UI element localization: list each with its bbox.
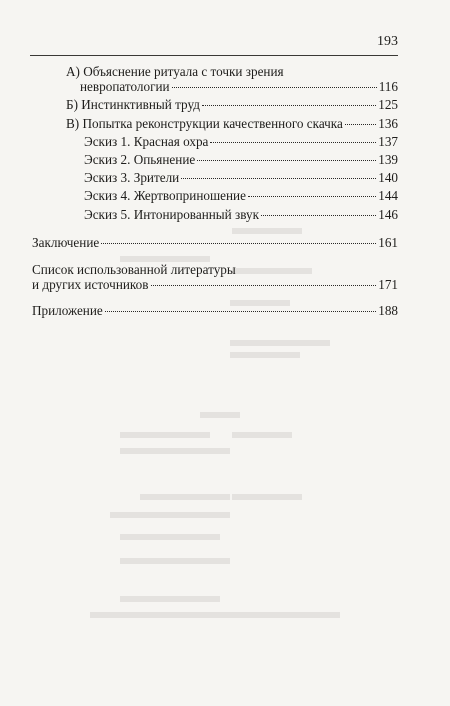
dot-leader	[210, 142, 376, 143]
dot-leader	[105, 311, 376, 312]
toc-entry-page: 116	[378, 79, 398, 95]
toc-entry	[32, 188, 398, 203]
toc-entry-page: 188	[378, 303, 398, 319]
toc-entry-title: Приложение	[32, 303, 103, 319]
toc-entry-title: А) Объяснение ритуала с точки зрения	[66, 64, 284, 79]
toc-entry-page: 137	[378, 133, 398, 149]
toc-entry-page: 136	[378, 115, 398, 131]
dot-leader	[261, 215, 376, 216]
dot-leader	[345, 124, 376, 125]
toc-entry-title: Эскиз 5. Интонированный звук	[84, 206, 260, 222]
toc-entry-page: 125	[378, 97, 398, 113]
toc-entry-title: Заключение	[32, 234, 100, 250]
toc-entry	[32, 64, 398, 94]
toc-entry-title-cont: и других источников	[32, 277, 149, 293]
toc-entry-page: 161	[378, 234, 398, 250]
toc-entry-title: Б) Инстинктивный труд	[66, 97, 200, 113]
toc-entry-title-cont: невропатологии	[80, 79, 170, 95]
toc-entry	[32, 207, 398, 222]
toc-entry-title: Список использованной литературы	[32, 262, 236, 278]
toc-entry-page: 144	[378, 188, 398, 204]
toc-entry-title: Эскиз 3. Зрители	[84, 170, 180, 186]
toc-entry-page: 140	[378, 170, 398, 186]
toc-entry-page: 146	[378, 206, 398, 222]
dot-leader	[248, 196, 376, 197]
dot-leader	[172, 87, 377, 88]
toc-entry-title: Эскиз 4. Жертвоприношение	[84, 188, 246, 204]
dot-leader	[181, 178, 376, 179]
page-number: 193	[377, 34, 398, 49]
toc-entry	[32, 152, 398, 167]
dot-leader	[197, 160, 376, 161]
toc-entry-title: Эскиз 1. Красная охра	[84, 133, 209, 149]
toc-entry	[32, 170, 398, 185]
toc-entry	[32, 262, 398, 292]
toc-entry	[32, 303, 398, 318]
toc-entry-page: 139	[378, 152, 398, 168]
header-rule	[30, 55, 398, 56]
toc-entry	[32, 97, 398, 112]
dot-leader	[151, 285, 377, 286]
toc-entry-title: Эскиз 2. Опьянение	[84, 152, 196, 168]
dot-leader	[101, 243, 376, 244]
toc-entry-page: 171	[378, 277, 398, 293]
toc-entry	[32, 235, 398, 250]
toc-entry	[32, 116, 398, 131]
toc-entry	[32, 134, 398, 149]
dot-leader	[202, 105, 376, 106]
toc-entry-title: В) Попытка реконструкции качественного скачка	[66, 115, 343, 131]
table-of-contents	[32, 64, 398, 319]
